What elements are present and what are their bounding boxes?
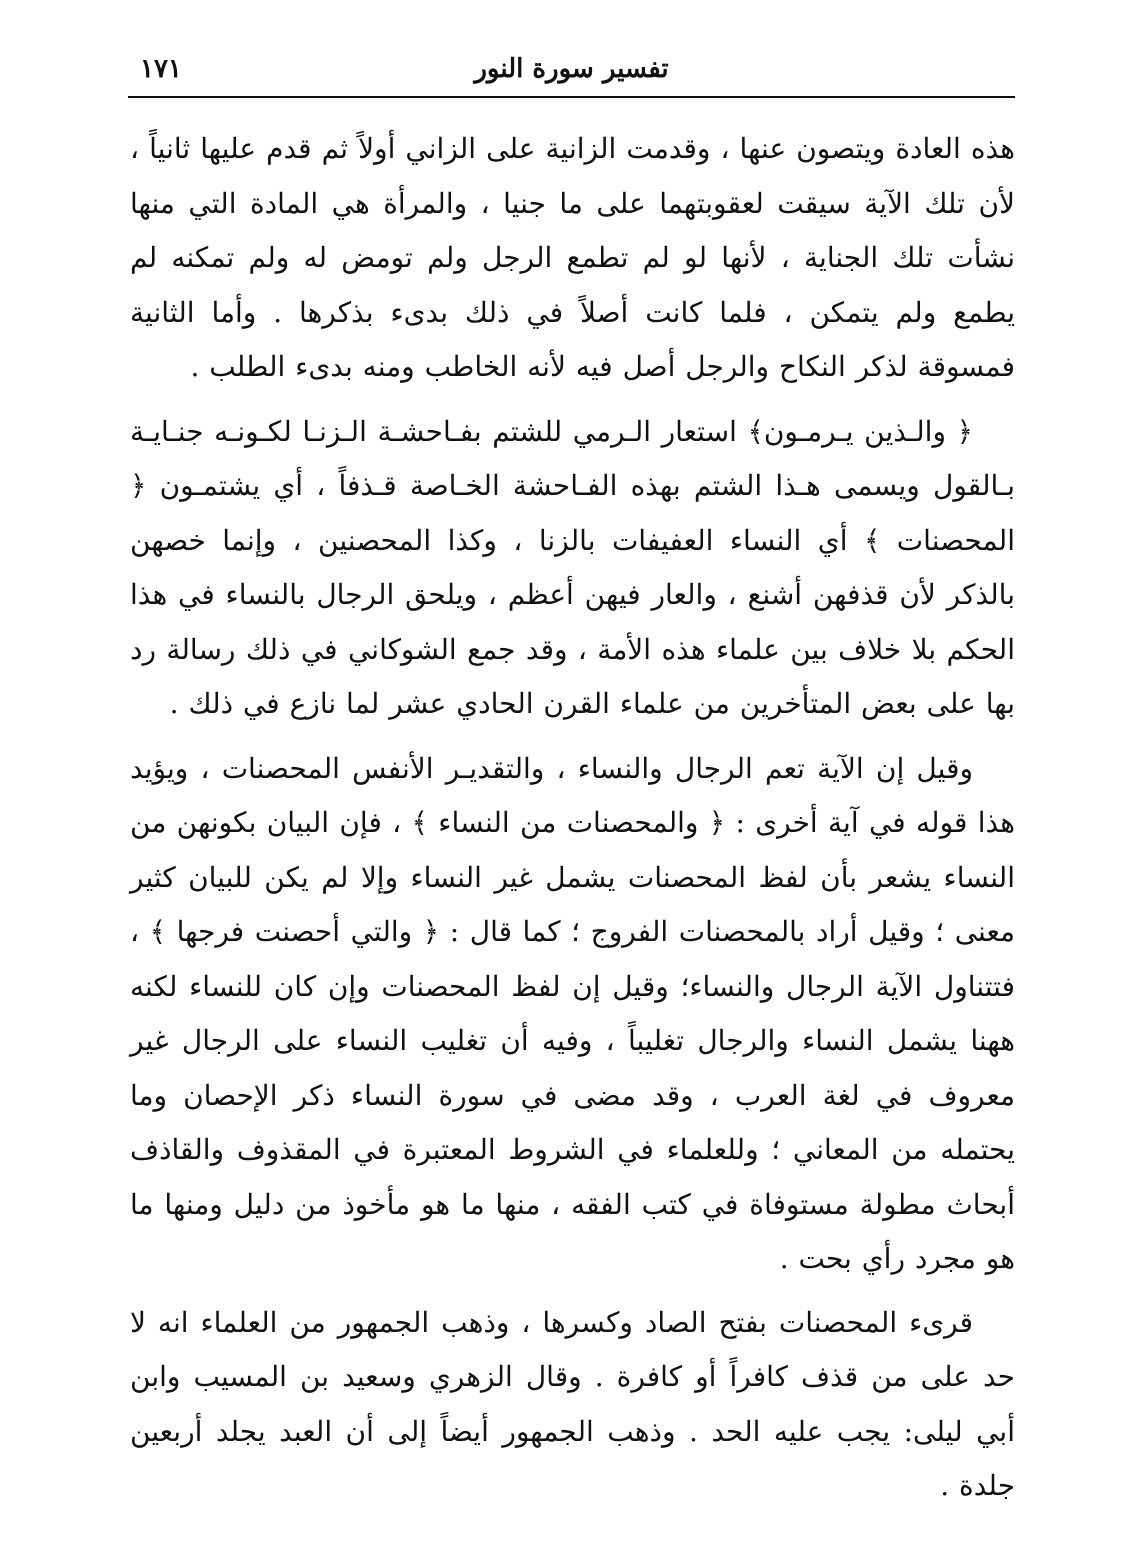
paragraph: وقيل إن الآية تعم الرجال والنساء ، والتقديـر الأنفس المحصنات ، ويؤيد هذا قوله في آية أخرى : ﴿ والمحصنات من النساء ﴾ ، فإن البيان بكونهن من النساء يشعر بأن لفظ المحصنات يشمل غير النساء وإلا لم يكن للبيان كثير معنى ؛ وقيل أراد بالمحصنات الفروج ؛ كما قال : ﴿ والتي أحصنت فرجها ﴾ ، فتتناول الآية الرجال والنساء؛ وقيل إن لفظ المحصنات وإن كان للنساء لكنه ههنا يشمل النساء والرجال تغليباً ، وفيه أن تغليب النساء على الرجال غير معروف في لغة العرب ، وقد مضى في سورة النساء ذكر الإحصان وما يحتمله من المعاني ؛ وللعلماء في الشروط المعتبرة في المقذوف والقاذف أبحاث مطولة مستوفاة في كتب الفقه ، منها ما هو مأخوذ من دليل ومنها ما هو مجرد رأي بحت . [130,751,1015,1275]
body-text [130,122,1015,1523]
paragraph: قرىء المحصنات بفتح الصاد وكسرها ، وذهب الجمهور من العلماء انه لا حد على من قذف كافراً أو كافرة . وقال الزهري وسعيد بن المسيب وابن أبي ليلى: يجب عليه الحد . وذهب الجمهور أيضاً إلى أن العبد يجلد أربعين جلدة . [130,1305,1015,1502]
header-rule [128,96,1015,98]
page-title: تفسير سورة النور [474,54,669,84]
paragraph: هذه العادة ويتصون عنها ، وقدمت الزانية على الزاني أولاً ثم قدم عليها ثانياً ، لأن تلك الآية سيقت لعقوبتهما على ما جنيا ، والمرأة هي المادة التي منها نشأت تلك الجناية ، لأنها لو لم تطمع الرجل ولم تومض له ولم تمكنه لم يطمع ولم يتمكن ، فلما كانت أصلاً في ذلك بدىء بذكرها . وأما الثانية فمسوقة لذكر النكاح والرجل أصل فيه لأنه الخاطب ومنه بدىء الطلب . [130,132,1015,383]
page-number: ١٧١ [140,54,182,84]
paragraph: ﴿ والـذين يـرمـون﴾ استعار الـرمي للشتم بفـاحشـة الـزنـا لكـونـه جنـايـة بـالقول ويسمى هـذا الشتم بهذه الفـاحشة الخـاصة قـذفاً ، أي يشتمـون ﴿ المحصنات ﴾ أي النساء العفيفات بالزنا ، وكذا المحصنين ، وإنما خصهن بالذكر لأن قذفهن أشنع ، والعار فيهن أعظم ، ويلحق الرجال بالنساء في هذا الحكم بلا خلاف بين علماء هذه الأمة ، وقد جمع الشوكاني في ذلك رسالة رد بها على بعض المتأخرين من علماء القرن الحادي عشر لما نازع في ذلك . [130,414,1016,720]
running-head [128,48,1015,94]
